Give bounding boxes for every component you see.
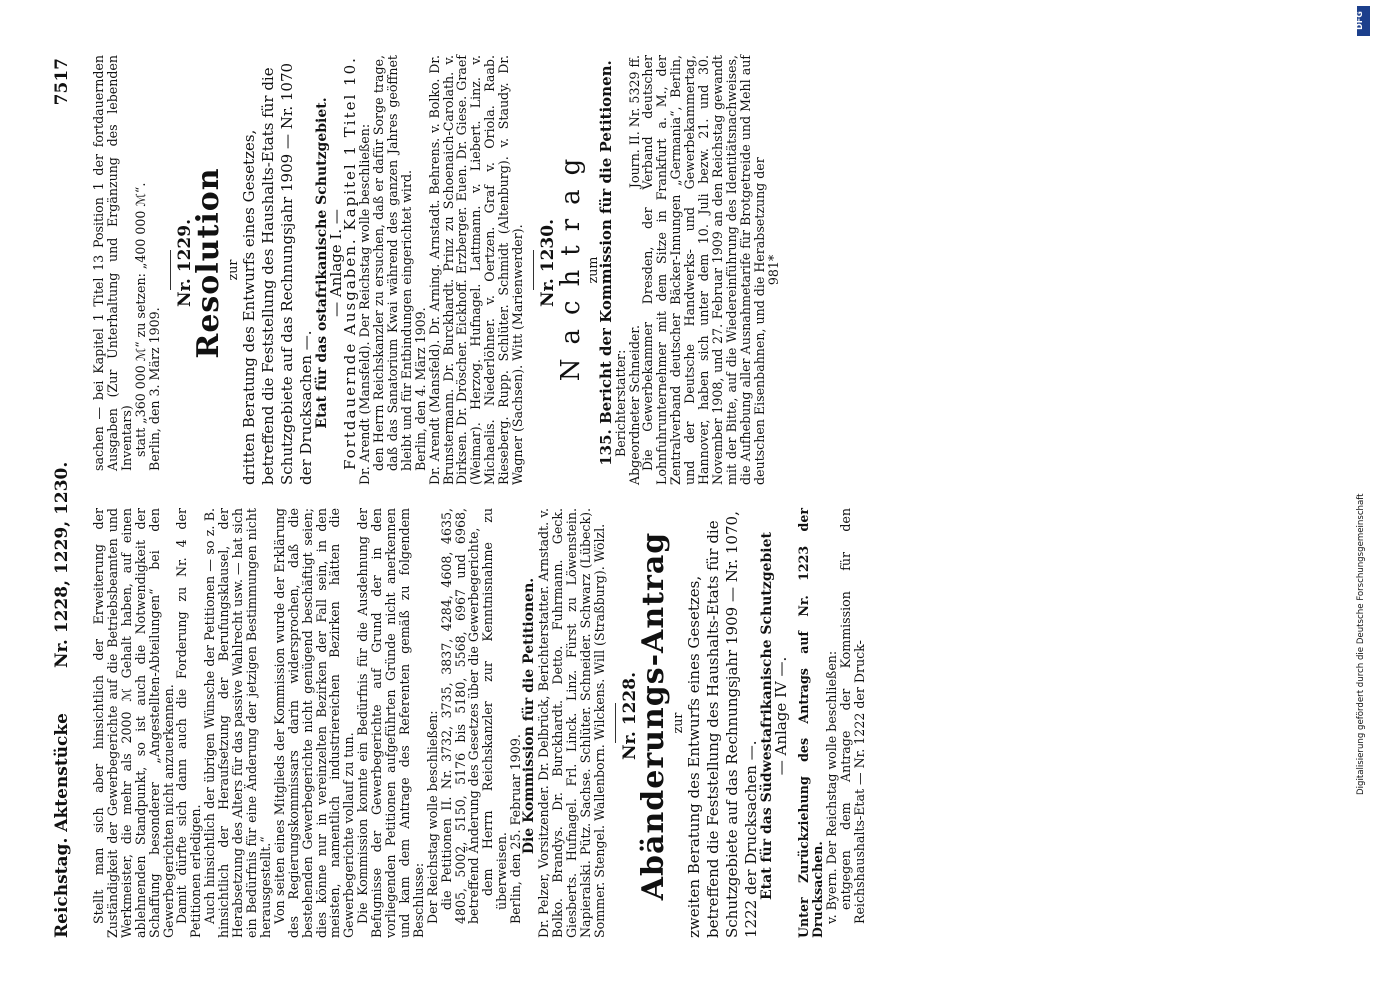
- divider: [533, 250, 534, 290]
- paragraph: Die Kommission konnte ein Bedürfnis für die Ausdehnung der Befugnisse der Gewerbegerichte auf Grund der in den vorliegenden Petitionen aufgeführten Gründe nicht anerkennen und kam dem Antrage des Referenten gemäß zu folgendem Beschlusse:: [355, 508, 426, 938]
- funding-note: Digitalisierung gefördert durch die Deutsche Forschungsgemeinschaft: [1356, 493, 1366, 795]
- divider: [615, 703, 616, 743]
- subject: dritten Beratung des Entwurfs eines Gesetzes, betreffend die Feststellung des Haushalts-Etats für die Schutzgebiete auf das Rechnungsjahr 1909 — Nr. 1070 der Drucksachen —.: [240, 62, 316, 485]
- anlage: — Anlage I. —: [327, 209, 346, 317]
- motion: v. Byern. Der Reichstag wolle beschließen:: [823, 650, 839, 924]
- journal-ref: Journ. II. Nr. 5329 ff.: [626, 55, 642, 189]
- commission-title: Die Kommission für die Petitionen.: [521, 577, 538, 855]
- motion-text: entgegen dem Antrage der Kommission für den Reichshaushalts-Etat — Nr. 1222 der Druck-: [837, 508, 867, 924]
- document-number: Nr. 1230.: [537, 219, 558, 308]
- dfg-logo: DFG: [1357, 6, 1370, 36]
- etat-title: Etat für das Südwestafrikanische Schutzgebiet: [759, 532, 776, 901]
- paragraph: Auch hinsichtlich der übrigen Wünsche der Petitionen — so z. B. hinsichtlich der Heraufsetzung der Berufungsklausel, der Herabsetzung des Alters für das passive Wahlrecht usw. — hat sich ein Bedürfnis für eine Änderung der jetzigen Bestimmungen nicht herausgestellt.“: [202, 508, 273, 938]
- document-title: Abänderungs-Antrag: [636, 531, 672, 901]
- etat-title: Etat für das ostafrikanische Schutzgebiet.: [314, 97, 331, 429]
- zur-label: zur: [670, 712, 686, 734]
- motion-text: den Herrn Reichskanzler zu ersuchen, daß er dafür Sorge trage, daß das Sanatorium Kwai während des ganzen Jahres geöffnet bleibt und für Entbindungen eingerichtet wird.: [370, 55, 414, 471]
- report-title: 135. Bericht der Kommission für die Petitionen.: [596, 60, 615, 466]
- reporter: Abgeordneter Schneider.: [626, 325, 642, 485]
- motion: Dr. Arendt (Mansfeld). Der Reichstag wolle beschließen:: [357, 123, 373, 485]
- zur-label: zur: [225, 259, 241, 281]
- resolution-end: dem Herrn Reichskanzler zur Kenntnisnahme zu überweisen.: [480, 508, 510, 910]
- signature-mark: 981*: [765, 254, 781, 286]
- divider: [170, 250, 171, 290]
- instead-text: statt „360 000 ℳ“ zu setzen: „400 000 ℳ“.: [132, 182, 148, 457]
- left-column: [92, 508, 867, 938]
- members-list: Dr. Pelzer, Vorsitzender. Dr. Delbrück, Berichterstatter. Arnstadt. v. Bolko. Brandys. Dr. Burckhardt. Detto. Fuhrmann. Geck. Giesberts. Hufnagel. Frl. Linck. Linz. Fürst zu Löwenstein. Napieralski. Pütz. Sachse. Schlüter. Schneider. Schwarz (Lübeck). Sommer. Stengel. Wallenborn. Wilckens. Will (Straßburg). Wölzl.: [536, 508, 607, 938]
- date: Berlin, den 4. März 1909.: [412, 307, 428, 471]
- paragraph: sachen — bei Kapitel 1 Titel 13 Position 1 der fortdauernden Ausgaben (Zur Unterhaltung und Ergänzung des lebenden Inventars): [91, 55, 134, 471]
- right-column: [92, 55, 781, 485]
- document-title: Nachtrag: [555, 144, 586, 382]
- document-number: Nr. 1229.: [174, 219, 195, 308]
- paragraph: Stellt man sich aber hinsichtlich der Erweiterung der Zuständigkeit der Gewerbegerichte auf die Betriebsbeamten und Werkmeister, die mehr als 2000 ℳ Gehalt haben, auf einen ablehnenden Standpunkt, so ist auch die Notwendigkeit der Schaffung besonderer „Angestellten-Abteilungen“ bei den Gewerbegerichten nicht anzuerkennen.: [91, 508, 176, 938]
- date: Berlin, den 25. Februar 1909.: [508, 734, 524, 924]
- document-title: Resolution: [191, 167, 227, 359]
- page-number: 7517: [52, 58, 72, 106]
- paragraph: Damit dürfte sich dann auch die Forderung zu Nr. 4 der Petitionen erledigen.: [174, 508, 204, 938]
- header-left: Reichstag. Aktenstücke: [52, 712, 72, 938]
- resolution-text: die Petitionen II. Nr. 3732, 3735, 3837, 4284, 4608, 4635, 4805, 5002, 5150, 5176 bis 5180, 5568, 6967 und 6968, betreffend Änderung des Gesetzes über die Gewerbegerichte,: [438, 508, 482, 924]
- reporter-label: Berichterstatter:: [612, 349, 628, 457]
- signatories: Dr. Arendt (Mansfeld). Dr. Arning. Arnstadt. Behrens. v. Bolko. Dr. Brunstermann. Dr. Burckhardt. Prinz zu Schoenaich-Carolath. v. Dirksen. Dr. Dröscher. Eickhoff. Erzberger. Euen. Dr. Giese. Graef (Weimar). Herzog. Hufnagel. Lattmann. v. Liebert. Linz. v. Michaelis. Niederlöhner. v. Oertzen. Graf v. Oriola. Raab. Rieseberg. Rupp. Schlüter. Schmidt (Altenburg). v. Staudy. Dr. Wagner (Sachsen). Witt (Marienwerder).: [426, 55, 526, 485]
- withdrawal-note: Unter Zurückziehung des Antrags auf Nr. 1223 der Drucksachen.: [796, 508, 826, 938]
- zum-label: zum: [584, 256, 600, 284]
- digitization-sidebar: [1342, 0, 1382, 1000]
- document-number: Nr. 1228.: [619, 672, 640, 761]
- fortdauernd: Fortdauernde Ausgaben. Kapitel 1 Titel 10.: [341, 56, 360, 470]
- subject: zweiten Beratung des Entwurfs eines Gesetzes, betreffend die Feststellung des Haushalts-Etats für die Schutzgebiete auf das Rechnungsjahr 1909 — Nr. 1070, 1222 der Drucksachen —.: [685, 511, 761, 938]
- paragraph: Von seiten eines Mitglieds der Kommission wurde der Erklärung des Regierungskommissars darin widersprochen, daß die bestehenden Gewerbegerichte nicht genügend beschäftigt seien; dies könne nur in vereinzelten Bezirken der Fall sein, in den meisten, namentlich industriereichen Bezirken hätten die Gewerbegerichte vollauf zu tun.: [271, 508, 357, 938]
- paragraph: Die Gewerbekammer Dresden, der Verband deutscher Lohnfuhrunternehmer mit dem Sitze in Frankfurt a. M., der Zentralverband deutscher Bäcker-Innungen „Germania“, Berlin, und der Deutsche Handwerks- und Gewerbekammertag, Hannover, haben sich unter dem 10. Juli bezw. 21. und 30. November 1908, und 27. Februar 1909 an den Reichstag gewandt mit der Bitte, auf die Wiedereinführung des Identitätsnachweises, die Aufhebung aller Ausnahmetarife für Brotgetreide und Mehl auf deutschen Eisenbahnen, und die Herabsetzung der: [640, 55, 767, 485]
- resolution-intro: Der Reichstag wolle beschließen:: [424, 710, 440, 924]
- header-center: Nr. 1228, 1229, 1230.: [52, 461, 72, 668]
- page-header: [52, 58, 82, 938]
- date: Berlin, den 3. März 1909.: [146, 307, 162, 471]
- anlage: — Anlage IV —.: [772, 656, 791, 776]
- reporter-row: [628, 55, 642, 485]
